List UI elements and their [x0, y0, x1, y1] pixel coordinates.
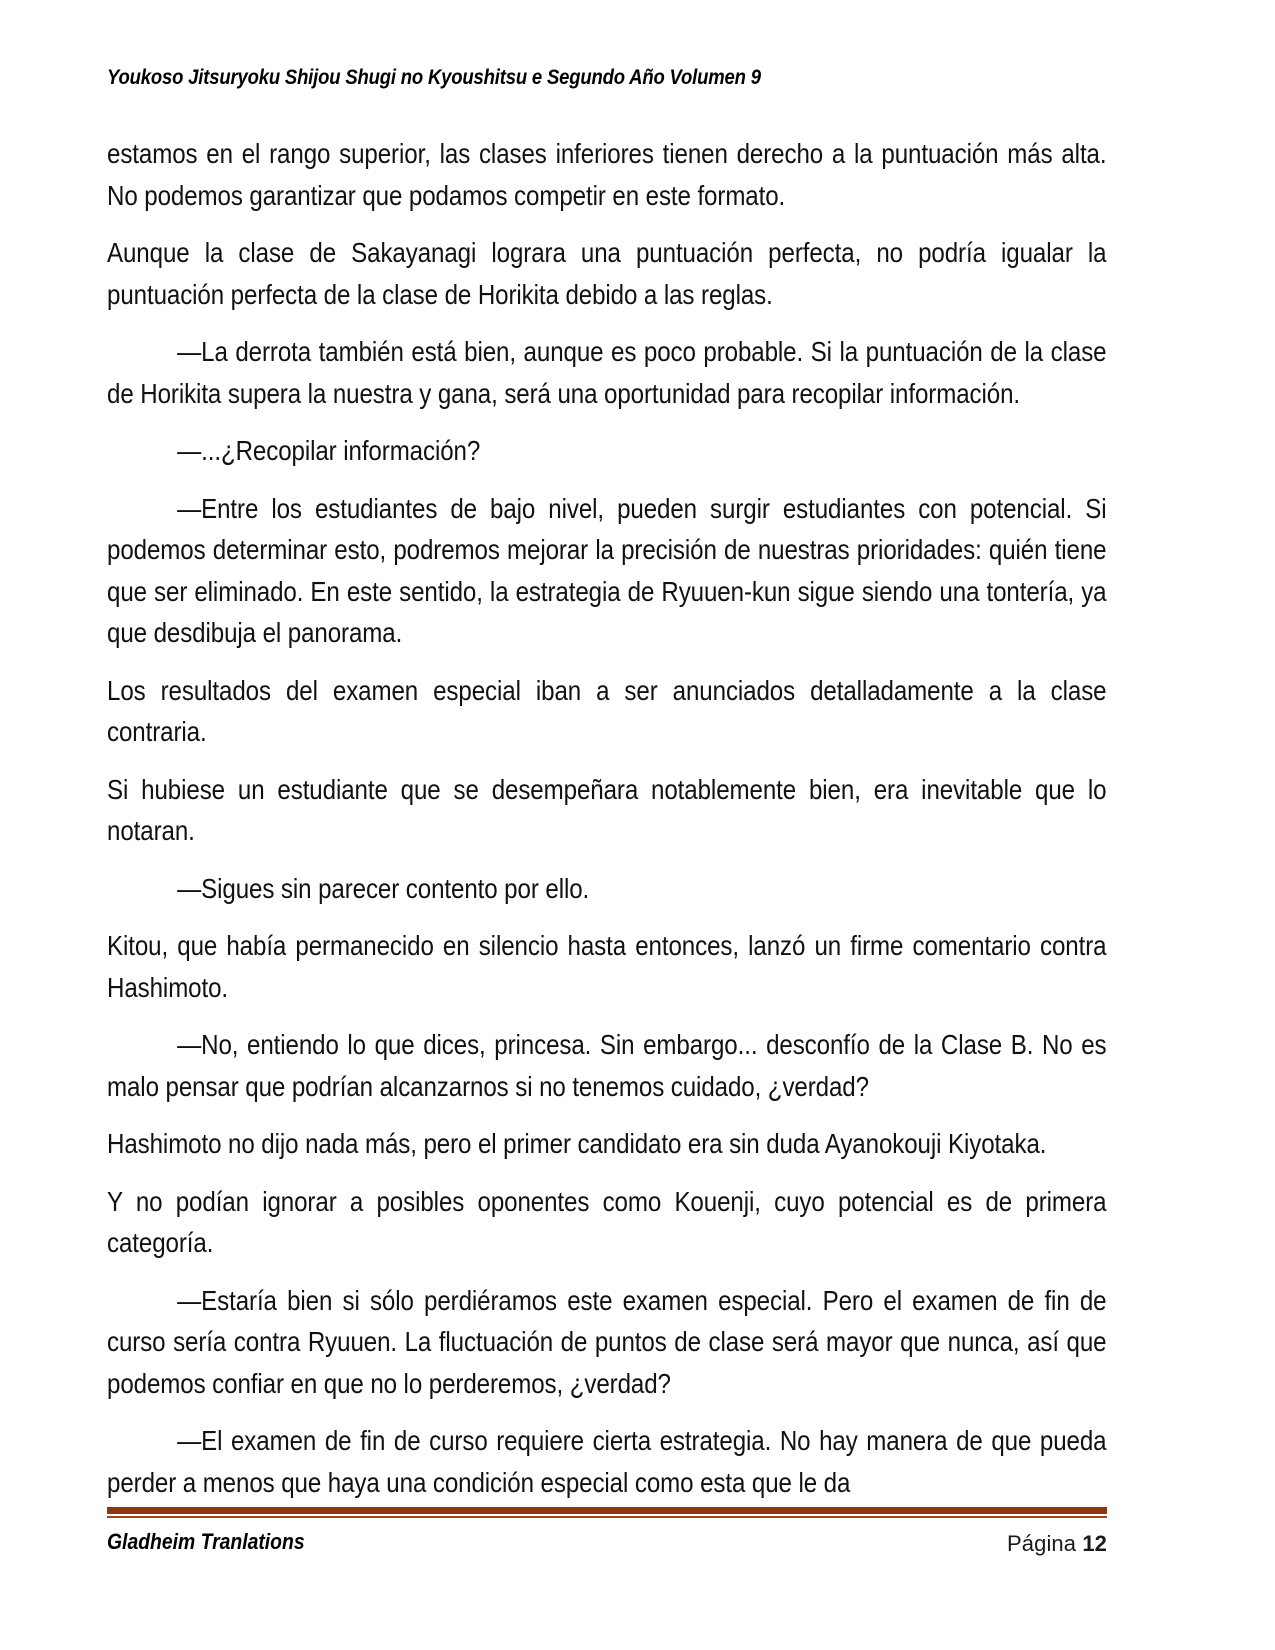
narration-paragraph: Kitou, que había permanecido en silencio hasta entonces, lanzó un firme comentario contra Hashimoto.: [107, 929, 1107, 1003]
dialogue-paragraph: —Estaría bien si sólo perdiéramos este examen especial. Pero el examen de fin de curso sería contra Ryuuen. La fluctuación de puntos de clase será mayor que nunca, así que podemos confiar en que no lo perderemos, ¿verdad?: [107, 1283, 1107, 1399]
footer-brand-label: Gladheim Tranlations: [107, 1529, 305, 1554]
page-number-label: Página: [1007, 1531, 1077, 1556]
footer-divider: [107, 1504, 1107, 1518]
narration-paragraph: Y no podían ignorar a posibles oponentes como Kouenji, cuyo potencial es de primera categoría.: [107, 1184, 1107, 1258]
dialogue-paragraph: —No, entiendo lo que dices, princesa. Sin embargo... desconfío de la Clase B. No es malo pensar que podrían alcanzarnos si no tenemos cuidado, ¿verdad?: [107, 1028, 1107, 1102]
page-footer: [107, 1504, 1107, 1565]
document-body: [107, 133, 1107, 1503]
narration-paragraph: Hashimoto no dijo nada más, pero el primer candidato era sin duda Ayanokouji Kiyotaka.: [107, 1127, 1047, 1159]
footer-row: [107, 1529, 1107, 1565]
footer-divider-thick-bar: [107, 1507, 1107, 1514]
dialogue-paragraph: —Sigues sin parecer contento por ello.: [177, 871, 590, 904]
narration-paragraph: Si hubiese un estudiante que se desempeñara notablemente bien, era inevitable que lo notaran.: [107, 772, 1107, 846]
page-number-value: 12: [1082, 1531, 1107, 1556]
dialogue-paragraph: —...¿Recopilar información?: [177, 434, 481, 466]
dialogue-paragraph: —La derrota también está bien, aunque es poco probable. Si la puntuación de la clase de Horikita supera la nuestra y gana, será una oportunidad para recopilar información.: [107, 335, 1107, 409]
narration-paragraph: Los resultados del examen especial iban a ser anunciados detalladamente a la clase contraria.: [107, 673, 1107, 747]
page-number: [1007, 1531, 1107, 1557]
narration-paragraph: Aunque la clase de Sakayanagi lograra una puntuación perfecta, no podría igualar la puntuación perfecta de la clase de Horikita debido a las reglas.: [107, 236, 1107, 310]
dialogue-paragraph: —Entre los estudiantes de bajo nivel, pueden surgir estudiantes con potencial. Si podemos determinar esto, podremos mejorar la precisión de nuestras prioridades: quién tiene que ser eliminado. En este sentido, la estrategia de Ryuuen-kun sigue siendo una tontería, ya que desdibuja el panorama.: [107, 491, 1107, 648]
narration-paragraph: estamos en el rango superior, las clases inferiores tienen derecho a la puntuación más alta. No podemos garantizar que podamos competir en este formato.: [107, 137, 1107, 211]
dialogue-paragraph: —El examen de fin de curso requiere cierta estrategia. No hay manera de que pueda perder a menos que haya una condición especial como esta que le da: [107, 1424, 1107, 1498]
header-title: Youkoso Jitsuryoku Shijou Shugi no Kyoushitsu e Segundo Año Volumen 9: [107, 65, 761, 89]
page-header: [107, 66, 1107, 100]
footer-divider-thin-line: [107, 1516, 1107, 1518]
